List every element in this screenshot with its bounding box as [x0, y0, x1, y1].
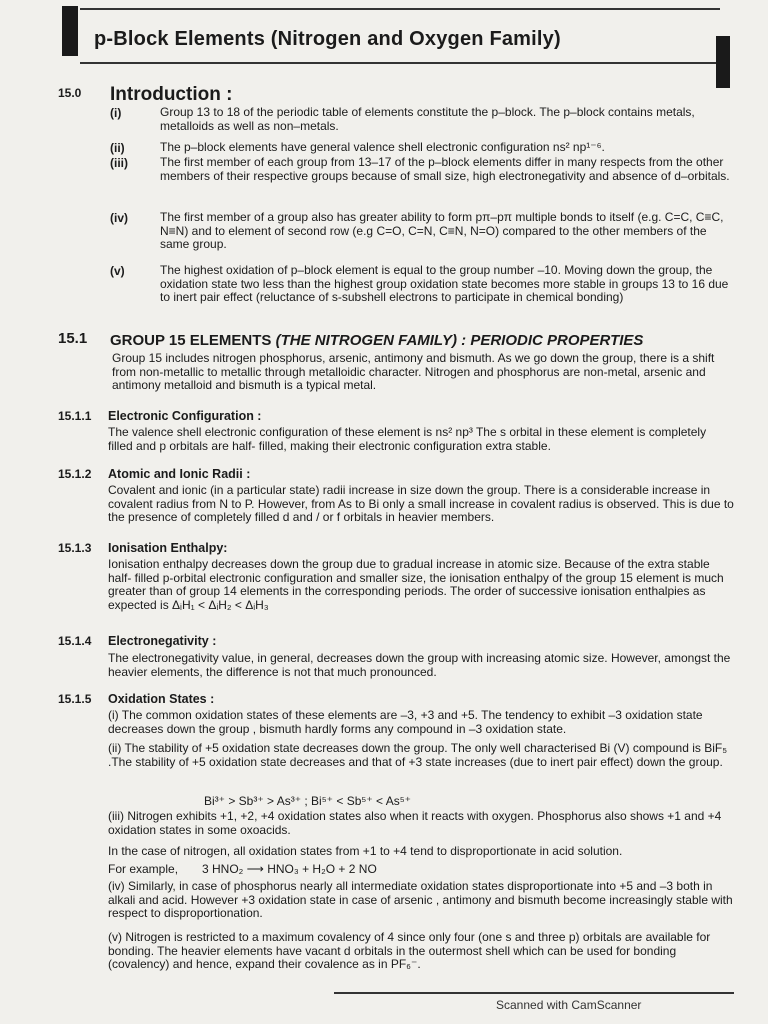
atomic-radii-heading: Atomic and Ionic Radii :	[108, 467, 251, 481]
electronegativity-text: The electronegativity value, in general, decreases down the group with increasing atomic size. However, amongst the heavier elements, the difference is not that much pronounced.	[108, 651, 731, 679]
oxidation-para-ii: (ii) The stability of +5 oxidation state decreases down the group. The only well characterised Bi (V) compound is BiF₅ .The stability of +5 oxidation state decreases and that of +3 state increases (due to inert pair effect) down the group.	[108, 741, 728, 769]
atomic-radii-text: Covalent and ionic (in a particular state) radii increase in size down the group. There is a considerable increase in covalent radius from N to P. However, from As to Bi only a small increase in covalent radius is observed. This is due to the presence of completely filled d and / or f orbitals in heavier members.	[108, 483, 734, 524]
oxidation-para-v: (v) Nitrogen is restricted to a maximum covalency of 4 since only four (one s and three p) orbitals are available for bonding. The heavier elements have vacant d orbitals in the outermost shell which can be used for bonding (covalency) and hence, expand their covalence as in PF₆⁻.	[108, 930, 711, 971]
group15-heading	[110, 332, 643, 349]
intro-item-iv: The first member of a group also has greater ability to form pπ–pπ multiple bonds to itself (e.g. C=C, C≡C, N≡N) and to element of second row (e.g C=O, C=N, C≡N, N=O) compared to the other members of the same group.	[160, 210, 724, 251]
top-rule	[80, 8, 720, 10]
item-label-v: (v)	[110, 264, 125, 278]
group15-heading-italic: (THE NITROGEN FAMILY)	[275, 332, 457, 349]
item-label-iii: (iii)	[110, 156, 128, 170]
example-equation: 3 HNO₂ ⟶ HNO₃ + H₂O + 2 NO	[202, 862, 377, 876]
intro-item-v: The highest oxidation of p–block element is equal to the group number –10. Moving down the group, the oxidation state two less than the highest group oxidation state becomes more stable in groups 13 to 16 due to inert pair effect (reluctance of s-subshell electrons to participate in chemical bonding)	[160, 263, 729, 304]
item-label-iv: (iv)	[110, 211, 128, 225]
header-bar-left	[62, 6, 78, 56]
section-number-15-1-5: 15.1.5	[58, 692, 92, 706]
group15-heading-main: GROUP 15 ELEMENTS	[110, 332, 272, 349]
ionisation-enthalpy-heading: Ionisation Enthalpy:	[108, 541, 228, 555]
section-number-15-1-1: 15.1.1	[58, 409, 92, 423]
scanner-watermark: Scanned with CamScanner	[496, 998, 642, 1012]
section-number-15-1-4: 15.1.4	[58, 634, 92, 648]
intro-item-iii: The first member of each group from 13–17 of the p–block elements differ in many respects from the other members of their respective groups because of small size, high electronegativity and absence of d–orbitals.	[160, 155, 730, 183]
electronic-configuration-text: The valence shell electronic configuration of these element is ns² np³ The s orbital in these element is completely filled and p orbitals are half- filled, making their electronic configuration extra stable.	[108, 425, 707, 453]
section-number-15-1-3: 15.1.3	[58, 541, 92, 555]
section-number-15-1-2: 15.1.2	[58, 467, 92, 481]
page-title: p-Block Elements (Nitrogen and Oxygen Family)	[94, 28, 561, 50]
intro-item-ii: The p–block elements have general valence shell electronic configuration ns² np¹⁻⁶.	[160, 140, 605, 154]
group15-text: Group 15 includes nitrogen phosphorus, arsenic, antimony and bismuth. As we go down the group, there is a shift from non-metallic to metallic through metalloidic character. Nitrogen and phosphorus are non-metal, arsenic and antimony metalloid and bismuth is a typical metal.	[112, 351, 715, 392]
oxidation-para-i: (i) The common oxidation states of these elements are –3, +3 and +5. The tendency to exhibit –3 oxidation state decreases down the group , bismuth hardly forms any compound in –3 oxidation state.	[108, 708, 703, 736]
item-label-ii: (ii)	[110, 141, 125, 155]
intro-heading: Introduction :	[110, 84, 233, 105]
intro-item-i: Group 13 to 18 of the periodic table of elements constitute the p–block. The p–block contains metals, metalloids as well as non–metals.	[160, 105, 695, 133]
oxidation-states-heading: Oxidation States :	[108, 692, 215, 706]
oxidation-para-iii: (iii) Nitrogen exhibits +1, +2, +4 oxidation states also when it reacts with oxygen. Phosphorus also shows +1 and +4 oxidation states in some oxoacids.	[108, 809, 722, 837]
bottom-rule	[334, 992, 734, 994]
oxidation-para-iv: (iv) Similarly, in case of phosphorus nearly all intermediate oxidation states disproportionate into +5 and –3 both in alkali and acid. However +3 oxidation state in case of arsenic , antimony and bismuth become increasingly stable with respect to disproportionation.	[108, 879, 733, 920]
oxidation-stability-order: Bi³⁺ > Sb³⁺ > As³⁺ ; Bi⁵⁺ < Sb⁵⁺ < As⁵⁺	[204, 794, 411, 808]
group15-heading-tail: : PERIODIC PROPERTIES	[461, 332, 644, 349]
ionisation-enthalpy-text: Ionisation enthalpy decreases down the group due to gradual increase in atomic size. Because of the extra stable half- filled p-orbital electronic configuration and smaller size, the ionisation enthalpy of the group 15 element is much greater than of group 14 elements in the corresponding periods. The order of successive ionisation enthalpies as expected is ΔᵢH₁ < ΔᵢH₂ < ΔᵢH₃	[108, 557, 724, 612]
oxidation-para-disproportionate: In the case of nitrogen, all oxidation states from +1 to +4 tend to disproportionate in acid solution.	[108, 844, 623, 858]
section-number-15-1: 15.1	[58, 330, 88, 347]
item-label-i: (i)	[110, 106, 122, 120]
example-label: For example,	[108, 862, 179, 876]
title-rule	[80, 62, 716, 64]
electronic-configuration-heading: Electronic Configuration :	[108, 409, 262, 423]
electronegativity-heading: Electronegativity :	[108, 634, 217, 648]
header-bar-right	[716, 36, 730, 88]
section-number-15-0: 15.0	[58, 86, 82, 100]
